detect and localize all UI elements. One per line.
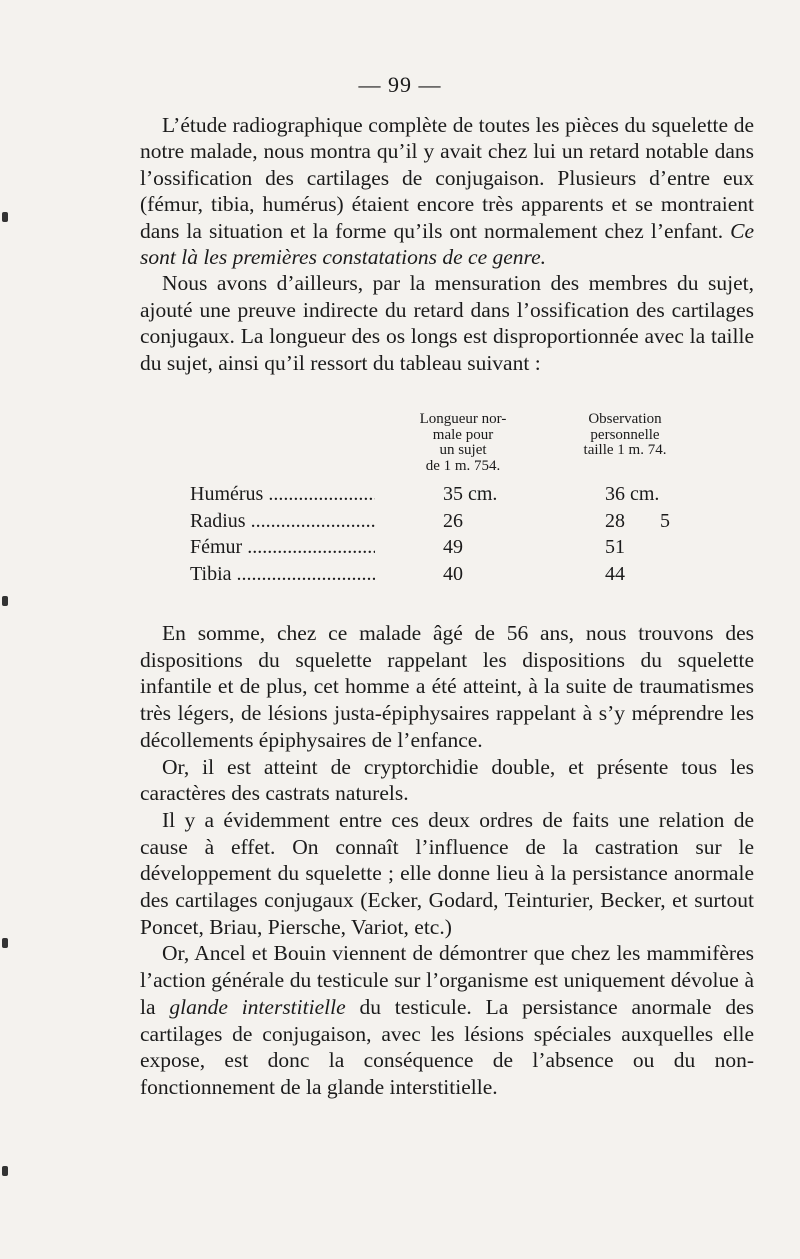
paragraph-text: En somme, chez ce malade âgé de 56 ans, nous trouvons des dispositions du squelette rappelant les dispositions du squelette infantile et de plus, cet homme a été atteint, à la suite de traumatismes très légers, de lésions justa-épiphysaires rappelant à s’y méprendre les décollements épiphysaires de l’enfance.	[140, 621, 754, 752]
row-label: Tibia .....	[190, 561, 375, 588]
header-line: male pour	[432, 426, 494, 443]
table-row	[190, 481, 690, 508]
normal-value: 49	[443, 536, 463, 558]
header-line: de 1 m. 754.	[425, 457, 501, 474]
normal-value: 40	[443, 562, 463, 585]
paragraph-italic-text: glande interstitielle	[169, 994, 346, 1019]
measurement-table	[190, 481, 690, 587]
header-line: personnelle	[590, 426, 660, 443]
table-header-observation	[560, 412, 690, 459]
paragraph-text: du testicule. La persistance anormale des cartilages de conjugaison, avec les lésions spéciales auxquelles elle expose, est donc la conséquence de l’absence ou du non-fonctionnement de la glande interstitielle.	[140, 994, 754, 1099]
paragraph	[140, 112, 754, 270]
intro-text	[140, 112, 754, 376]
paragraph	[140, 940, 754, 1100]
observed-value: 28	[605, 509, 625, 532]
paragraph-text: Or, Ancel et Bouin viennent de démontrer que chez les mammifères l’action générale du testicule sur l’organisme est uniquement dévolue à la	[140, 941, 754, 1019]
conclusion-text	[140, 620, 754, 1101]
paragraph-text: Nous avons d’ailleurs, par la mensuration des membres du sujet, ajouté une preuve indirecte du retard dans l’ossification des cartilages conjugaux. La longueur des os longs est disproportionnée avec la taille du sujet, ainsi qu’il ressort du tableau suivant :	[140, 271, 754, 375]
scan-speck	[2, 212, 8, 222]
observed-value: 44	[605, 562, 625, 585]
paragraph-italic-text: Ce sont là les premières constatations de ce genre.	[140, 218, 754, 270]
paragraph-text: Il y a évidemment entre ces deux ordres de faits une relation de cause à effet. On connaît l’influence de la castration sur le développement du squelette ; elle donne lieu à la persistance anormale des cartilages conjugaux (Ecker, Godard, Teinturier, Becker, et surtout Poncet, Briau, Piersche, Variot, etc.)	[140, 807, 754, 939]
table-row	[190, 561, 690, 588]
page-number: — 99 —	[358, 72, 442, 97]
scan-speck	[2, 1166, 8, 1176]
observed-value: 36 cm.	[605, 483, 660, 505]
header-line: un sujet	[439, 442, 487, 458]
table-row	[190, 534, 690, 561]
scan-speck	[2, 938, 8, 948]
paragraph-text: Or, il est atteint de cryptorchidie double, et présente tous les caractères des castrats naturels.	[140, 754, 754, 806]
header-line: taille 1 m. 74.	[583, 442, 667, 458]
paragraph	[140, 620, 754, 754]
extra-value: 5	[660, 509, 670, 532]
table-row	[190, 508, 690, 535]
header-line: Longueur nor-	[419, 411, 507, 427]
paragraph-text: L’étude radiographique complète de toutes les pièces du squelette de notre malade, nous montra qu’il y avait chez lui un retard notable dans l’ossification des cartilages de conjugaison. Plusieurs d’entre eux (fémur, tibia, humérus) étaient encore très apparents et se montraient dans la situation et la forme qu’ils ont normalement chez l’enfant.	[140, 113, 754, 243]
paragraph	[140, 754, 754, 807]
table-header-normal-length	[398, 412, 528, 474]
paragraph	[140, 270, 754, 376]
row-label: Humérus .....	[190, 481, 375, 508]
normal-value: 26	[443, 509, 463, 532]
normal-value: 35 cm.	[443, 483, 498, 505]
observed-value: 51	[605, 536, 625, 558]
row-label: Radius .....	[190, 508, 375, 535]
header-line: Observation	[588, 411, 662, 427]
paragraph	[140, 807, 754, 941]
scan-speck	[2, 596, 8, 606]
row-label: Fémur .....	[190, 534, 375, 561]
